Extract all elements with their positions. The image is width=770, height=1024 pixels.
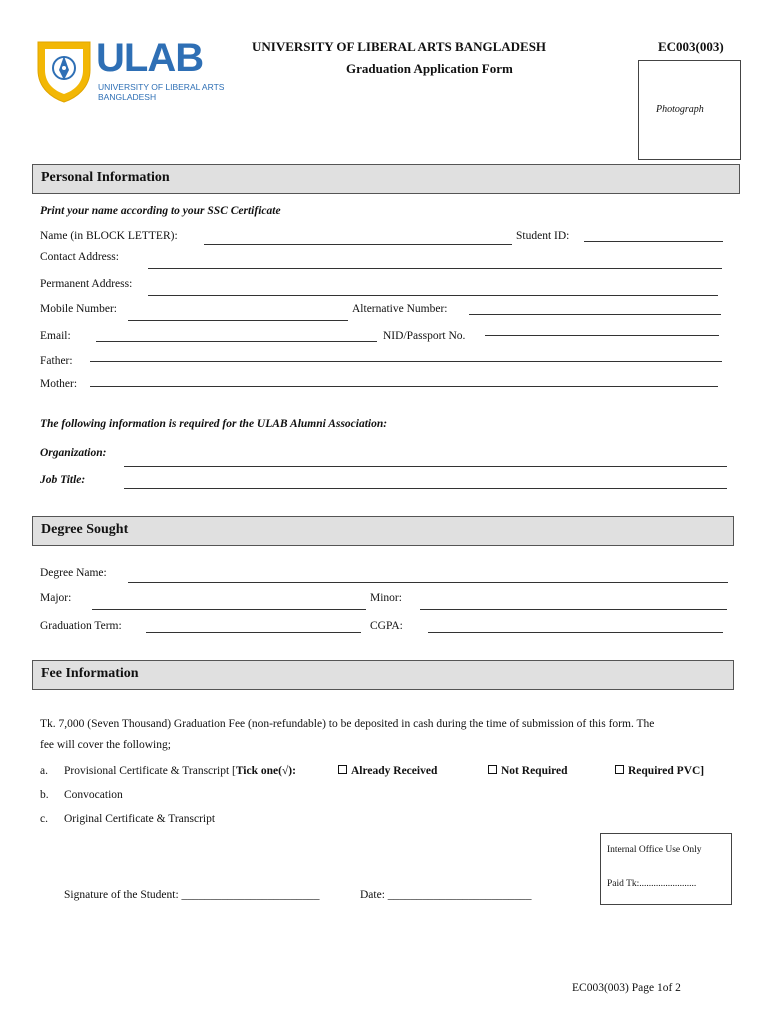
photograph-label: Photograph <box>656 104 704 115</box>
organization-field[interactable] <box>124 466 727 467</box>
permanent-address-field[interactable] <box>148 295 718 296</box>
minor-field[interactable] <box>420 609 727 610</box>
degree-name-field[interactable] <box>128 582 728 583</box>
major-label: Major: <box>40 592 72 604</box>
cgpa-label: CGPA: <box>370 620 403 632</box>
fee-text-line-1: Tk. 7,000 (Seven Thousand) Graduation Fee (non-refundable) to be deposited in cash during the time of submission of this form. The <box>40 718 655 730</box>
mother-field[interactable] <box>90 386 718 387</box>
fee-information-title: Fee Information <box>41 666 139 681</box>
item-c-letter: c. <box>40 813 48 825</box>
organization-label: Organization: <box>40 447 107 459</box>
father-label: Father: <box>40 355 73 367</box>
alternative-number-field[interactable] <box>469 314 721 315</box>
degree-sought-title: Degree Sought <box>41 522 129 537</box>
option-required-pvc[interactable] <box>615 765 704 777</box>
father-field[interactable] <box>90 361 722 362</box>
item-b-letter: b. <box>40 789 49 801</box>
item-a-label: Provisional Certificate & Transcript [ <box>64 765 236 777</box>
paid-tk-field[interactable]: Paid Tk:........................ <box>607 879 697 889</box>
not-required-label: Not Required <box>501 765 568 777</box>
item-b-text: Convocation <box>64 789 123 801</box>
logo-wordmark: ULAB <box>96 36 204 80</box>
already-received-checkbox-icon[interactable] <box>338 765 347 774</box>
personal-information-title: Personal Information <box>41 170 170 185</box>
email-label: Email: <box>40 330 71 342</box>
logo-subtitle-1: UNIVERSITY OF LIBERAL ARTS <box>98 82 225 92</box>
cgpa-field[interactable] <box>428 632 723 633</box>
item-a-letter: a. <box>40 765 48 777</box>
email-field[interactable] <box>96 341 377 342</box>
mother-label: Mother: <box>40 378 78 390</box>
item-c-text: Original Certificate & Transcript <box>64 813 216 825</box>
internal-office-title: Internal Office Use Only <box>607 845 702 855</box>
ulab-logo <box>36 36 225 104</box>
required-pvc-checkbox-icon[interactable] <box>615 765 624 774</box>
ulab-shield-icon <box>36 40 92 104</box>
permanent-address-label: Permanent Address: <box>40 278 133 290</box>
graduation-term-field[interactable] <box>146 632 361 633</box>
alternative-number-label: Alternative Number: <box>352 303 448 315</box>
name-field[interactable] <box>204 244 512 245</box>
mobile-number-label: Mobile Number: <box>40 303 117 315</box>
item-a-text <box>64 765 296 777</box>
name-label: Name (in BLOCK LETTER): <box>40 230 178 242</box>
ssc-note: Print your name according to your SSC Certificate <box>40 205 281 217</box>
student-signature-field[interactable]: Signature of the Student: ________________________ <box>64 889 320 901</box>
internal-office-box <box>600 833 732 905</box>
graduation-term-label: Graduation Term: <box>40 620 122 632</box>
contact-address-label: Contact Address: <box>40 251 119 263</box>
logo-subtitle-2: BANGLADESH <box>98 92 157 102</box>
student-id-label: Student ID: <box>516 230 570 242</box>
mobile-number-field[interactable] <box>128 320 348 321</box>
option-not-required[interactable] <box>488 765 568 777</box>
form-code: EC003(003) <box>658 39 724 54</box>
fee-information-header <box>32 660 734 690</box>
required-pvc-label: Required PVC] <box>628 765 705 777</box>
photograph-box <box>638 60 741 160</box>
date-field[interactable]: Date: _________________________ <box>360 889 532 901</box>
nid-passport-label: NID/Passport No. <box>383 330 466 342</box>
major-field[interactable] <box>92 609 366 610</box>
university-name: UNIVERSITY OF LIBERAL ARTS BANGLADESH <box>252 39 547 54</box>
minor-label: Minor: <box>370 592 402 604</box>
contact-address-field[interactable] <box>148 268 722 269</box>
fee-text-line-2: fee will cover the following; <box>40 739 171 751</box>
already-received-label: Already Received <box>351 765 438 777</box>
not-required-checkbox-icon[interactable] <box>488 765 497 774</box>
personal-information-header <box>32 164 740 194</box>
student-id-field[interactable] <box>584 241 723 242</box>
option-already-received[interactable] <box>338 765 437 777</box>
job-title-field[interactable] <box>124 488 727 489</box>
alumni-note: The following information is required for the ULAB Alumni Association: <box>40 418 388 430</box>
page-number: EC003(003) Page 1of 2 <box>572 982 681 994</box>
form-title: Graduation Application Form <box>346 61 513 76</box>
job-title-label: Job Title: <box>40 474 86 486</box>
degree-name-label: Degree Name: <box>40 567 107 579</box>
tick-one-label: Tick one(√): <box>235 765 296 777</box>
nid-passport-field[interactable] <box>485 335 719 336</box>
degree-sought-header <box>32 516 734 546</box>
